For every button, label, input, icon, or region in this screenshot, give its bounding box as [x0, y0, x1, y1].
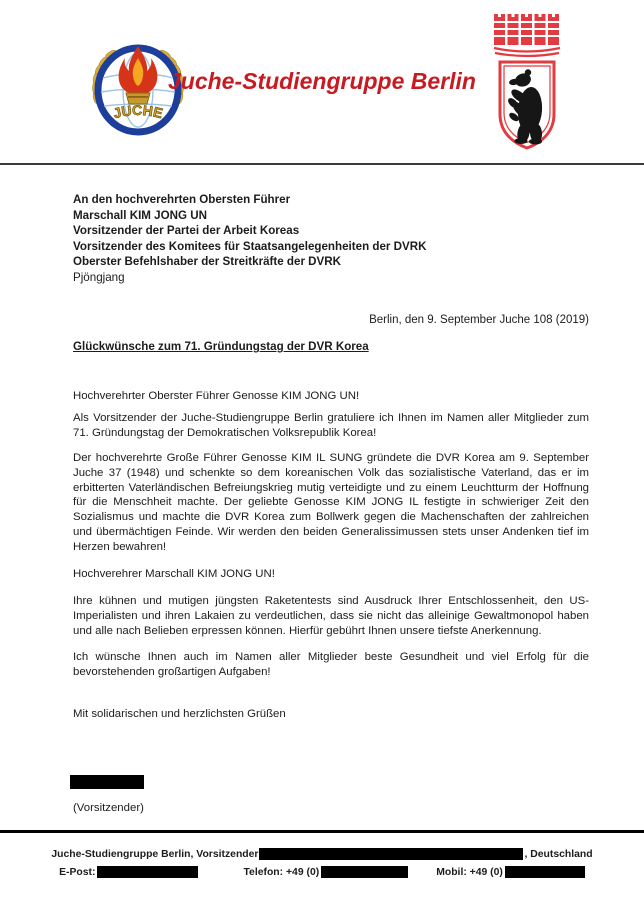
redacted-address — [259, 848, 523, 860]
footer-mobile-group — [436, 866, 585, 878]
crown — [494, 14, 560, 56]
recipient-line: Marschall KIM JONG UN — [73, 208, 208, 222]
recipient-line: Oberster Befehlshaber der Streitkräfte der DVRK — [73, 255, 342, 269]
recipient-address-block — [73, 192, 426, 286]
recipient-line: Vorsitzender des Komitees für Staatsangelegenheiten der DVRK — [73, 239, 427, 253]
redacted-email — [97, 866, 198, 878]
signature-role: (Vorsitzender) — [73, 802, 144, 814]
paragraph-2: Der hochverehrte Große Führer Genosse KIM IL SUNG gründete die DVR Korea am 9. September Juche 37 (1948) und schenkte so dem koreanischen Volk das sozialistische Vaterland, das er im erbitterten Vaterländischen Befreiungskrieg mutig verteidigte und zu einem Leuchtturm der Hoffnung für die Menschheit machte. Der geliebte Genosse KIM JONG IL festigte in schwieriger Zeit den Sozialismus und machte die DVR Korea zum Bollwerk gegen die Machenschaften der zahlreichen und übermächtigen Feinde. Wir werden den beiden Generalissimussen stets unser Andenken tief im Herzen bewahren! — [73, 452, 589, 553]
date-line: Berlin, den 9. September Juche 108 (2019) — [369, 314, 589, 326]
paragraph-3: Ihre kühnen und mutigen jüngsten Raketentests sind Ausdruck Ihrer Entschlossenheit, den US-Imperialisten und ihren Lakaien zu verdeutlichen, dass sie nicht das alleinige Gewaltmonopol haben und alle nach Belieben erpressen können. Hierfür gebührt Ihnen unsere tiefste Anerkennung. — [73, 595, 589, 637]
header-divider-rule — [0, 163, 644, 165]
footer-line-2 — [0, 866, 644, 878]
paragraph-4: Ich wünsche Ihnen auch im Namen aller Mitglieder beste Gesundheit und viel Erfolg für die bevorstehenden großartigen Aufgaben! — [73, 651, 589, 678]
footer-line-1 — [0, 848, 644, 860]
juche-emblem-label: JUCHE — [111, 101, 165, 122]
footer-divider-rule — [0, 830, 644, 833]
footer-phone-group — [243, 866, 408, 878]
redacted-mobile — [505, 866, 585, 878]
torch-band — [128, 96, 148, 98]
redacted-signature-name — [70, 775, 144, 789]
salutation-2: Hochverehrer Marschall KIM JONG UN! — [73, 568, 275, 580]
recipient-line: Vorsitzender der Partei der Arbeit Koreas — [73, 224, 300, 238]
paragraph-1: Als Vorsitzender der Juche-Studiengruppe Berlin gratuliere ich Ihnen im Namen aller Mitglieder zum 71. Gründungstag der Demokratischen Volksrepublik Korea! — [73, 412, 589, 439]
closing-line: Mit solidarischen und herzlichsten Grüßen — [73, 708, 286, 720]
mobile-label: Mobil: +49 (0) — [436, 866, 503, 878]
subject-line: Glückwünsche zum 71. Gründungstag der DVR Korea — [73, 340, 369, 353]
recipient-line: An den hochverehrten Obersten Führer — [73, 193, 291, 206]
org-title: Juche-Studiengruppe Berlin — [168, 68, 476, 94]
footer-country-suffix: , Deutschland — [524, 848, 593, 860]
footer-org-prefix: Juche-Studiengruppe Berlin, Vorsitzender — [51, 848, 259, 860]
redacted-phone — [321, 866, 408, 878]
salutation-1: Hochverehrter Oberster Führer Genosse KIM JONG UN! — [73, 390, 360, 402]
phone-label: Telefon: +49 (0) — [243, 866, 320, 878]
recipient-city: Pjöngjang — [73, 270, 125, 284]
email-label: E-Post: — [59, 866, 96, 878]
berlin-coat-of-arms-icon — [492, 12, 562, 154]
footer-email-group — [59, 866, 198, 878]
